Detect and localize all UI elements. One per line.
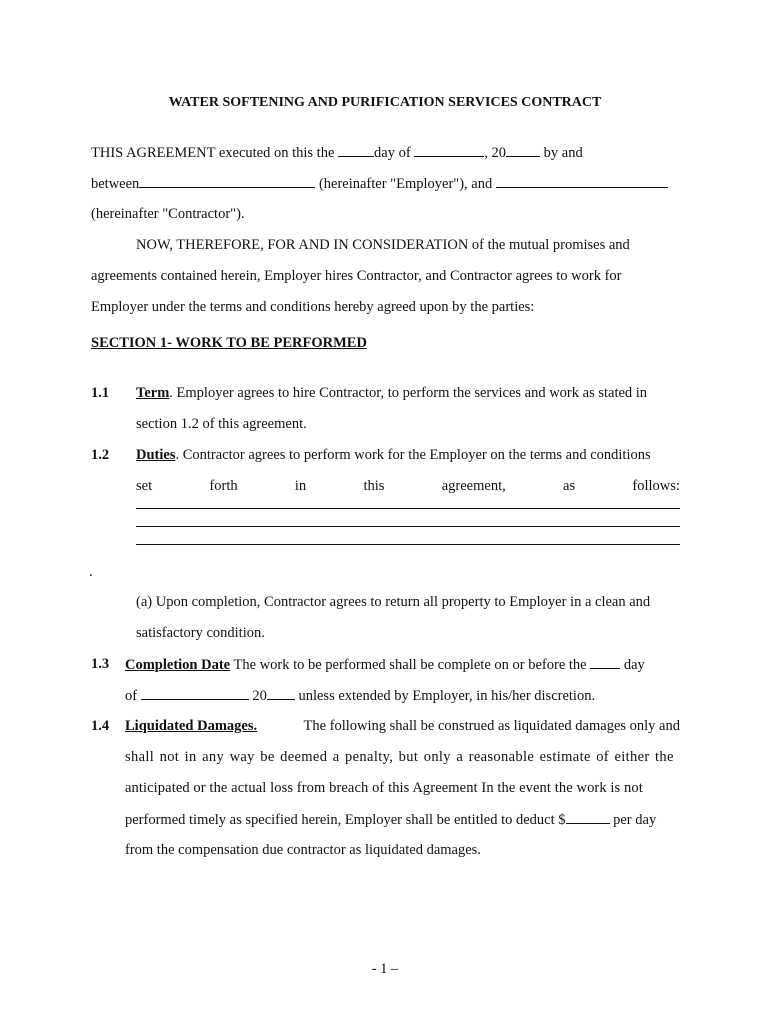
contractor-name-blank[interactable]: [496, 174, 668, 188]
intro-line-1: [91, 143, 583, 162]
clause-1-4-text: performed timely as specified herein, Employer shall be entitled to deduct $: [125, 812, 566, 828]
justified-word: forth: [209, 478, 238, 494]
justified-word: set: [136, 478, 153, 494]
justified-word: in: [294, 478, 307, 494]
duties-blank-line-2[interactable]: [136, 526, 680, 527]
clause-1-3-text: day: [623, 657, 645, 673]
justified-word: follows:: [632, 478, 680, 494]
clause-1-3-line-2: [125, 686, 595, 705]
contract-title: WATER SOFTENING AND PURIFICATION SERVICES CONTRACT: [168, 95, 602, 110]
year-blank[interactable]: [506, 143, 540, 157]
intro-line-3: (hereinafter "Contractor").: [91, 206, 245, 222]
page-number: - 1 –: [371, 961, 399, 977]
recital-line-2: agreements contained herein, Employer hires Contractor, and Contractor agrees to work for: [91, 268, 622, 284]
completion-month-blank[interactable]: [141, 686, 249, 700]
clause-1-4-line-4: [125, 810, 656, 829]
clause-1-4-line-3: anticipated or the actual loss from breach of this Agreement In the event the work is not: [125, 780, 643, 796]
clause-1-2-line-2: [136, 477, 680, 495]
clause-1-3-text: unless extended by Employer, in his/her discretion.: [298, 688, 596, 704]
justified-word: as: [563, 478, 576, 494]
completion-year-blank[interactable]: [267, 686, 295, 700]
clause-1-3-text: 20: [252, 688, 267, 704]
clause-1-3-term: Completion Date: [125, 657, 231, 673]
intro-text: THIS AGREEMENT executed on this the: [91, 145, 335, 161]
clause-1-3-number: 1.3: [91, 656, 110, 672]
clause-1-2a-line-2: satisfactory condition.: [136, 625, 265, 641]
clause-1-1-term: Term: [136, 385, 170, 401]
clause-1-2-text: . Contractor agrees to perform work for the Employer on the terms and conditions: [175, 447, 651, 463]
clause-1-2a-line-1: (a) Upon completion, Contractor agrees to return all property to Employer in a clean and: [136, 594, 651, 610]
clause-1-4-line-5: from the compensation due contractor as liquidated damages.: [125, 842, 481, 858]
intro-text: , 20: [484, 145, 507, 161]
intro-line-2: [91, 174, 668, 193]
clause-1-3-text: of: [125, 688, 138, 704]
employer-name-blank[interactable]: [139, 174, 315, 188]
justified-word: this: [363, 478, 385, 494]
stray-period: .: [89, 564, 93, 580]
month-blank[interactable]: [414, 143, 484, 157]
recital-line-1: NOW, THEREFORE, FOR AND IN CONSIDERATION of the mutual promises and: [136, 237, 630, 253]
clause-1-4-line-2: shall not in any way be deemed a penalty, but only a reasonable estimate of either the: [125, 749, 674, 765]
clause-1-2-term: Duties: [136, 447, 176, 463]
clause-1-4-number: 1.4: [91, 718, 110, 734]
clause-1-1-number: 1.1: [91, 385, 110, 401]
day-blank[interactable]: [338, 143, 374, 157]
intro-text: (hereinafter "Employer"), and: [318, 176, 493, 192]
intro-text: day of: [374, 145, 411, 161]
clause-1-1-text: . Employer agrees to hire Contractor, to perform the services and work as stated in: [169, 385, 648, 401]
intro-text: between: [91, 176, 140, 192]
clause-1-1-line-2: section 1.2 of this agreement.: [136, 416, 307, 432]
clause-1-1-line-1: [136, 384, 647, 402]
completion-day-blank[interactable]: [590, 655, 620, 669]
section-1-heading: SECTION 1- WORK TO BE PERFORMED: [91, 335, 367, 351]
intro-text: by and: [543, 145, 583, 161]
clause-1-4-text: The following shall be construed as liquidated damages only and: [303, 718, 680, 734]
clause-1-4-text: per day: [613, 812, 657, 828]
duties-blank-line-3[interactable]: [136, 544, 680, 545]
clause-1-2-number: 1.2: [91, 447, 110, 463]
clause-1-3-text: The work to be performed shall be complete on or before the: [230, 657, 587, 673]
justified-word: agreement,: [441, 478, 506, 494]
recital-line-3: Employer under the terms and conditions hereby agreed upon by the parties:: [91, 299, 535, 315]
deduction-amount-blank[interactable]: [566, 810, 610, 824]
clause-1-2-line-1: [136, 446, 651, 464]
duties-blank-line-1[interactable]: [136, 508, 680, 509]
clause-1-4-term: Liquidated Damages.: [125, 718, 258, 734]
clause-1-4-line-1: [125, 717, 680, 735]
clause-1-3-line-1: [125, 655, 645, 674]
